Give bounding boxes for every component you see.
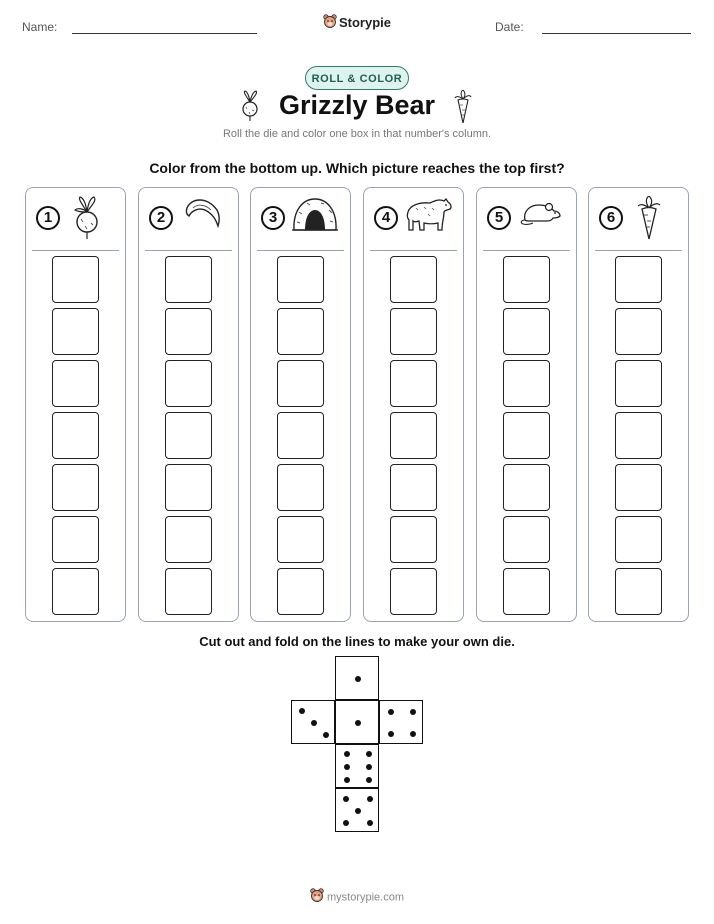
color-box[interactable] bbox=[615, 256, 662, 303]
instruction-text: Color from the bottom up. Which picture reaches the top first? bbox=[149, 160, 565, 176]
die-pip bbox=[355, 676, 361, 682]
die-pip bbox=[344, 777, 350, 783]
mouse-icon bbox=[519, 196, 563, 231]
color-box[interactable] bbox=[277, 568, 324, 615]
column-header bbox=[139, 188, 238, 248]
die-face-6 bbox=[335, 744, 379, 788]
color-box[interactable] bbox=[277, 412, 324, 459]
subtitle: Roll the die and color one box in that number's column. bbox=[222, 128, 492, 140]
die-face-1 bbox=[335, 656, 379, 700]
color-box[interactable] bbox=[277, 256, 324, 303]
column-number: 5 bbox=[487, 206, 511, 230]
color-box[interactable] bbox=[52, 568, 99, 615]
die-face-1 bbox=[335, 700, 379, 744]
die-pip bbox=[366, 777, 372, 783]
column-number: 1 bbox=[36, 206, 60, 230]
column-header bbox=[251, 188, 350, 248]
die-pip bbox=[388, 731, 394, 737]
die-face-3 bbox=[291, 700, 335, 744]
color-box[interactable] bbox=[277, 516, 324, 563]
color-box[interactable] bbox=[390, 256, 437, 303]
claw-icon bbox=[183, 196, 223, 233]
bear-mascot-icon bbox=[323, 14, 337, 33]
name-label: Name: bbox=[22, 20, 58, 34]
color-box[interactable] bbox=[390, 568, 437, 615]
color-box[interactable] bbox=[165, 568, 212, 615]
column-header bbox=[26, 188, 125, 248]
column-number: 2 bbox=[149, 206, 173, 230]
column-header bbox=[364, 188, 463, 248]
color-box[interactable] bbox=[503, 308, 550, 355]
color-box[interactable] bbox=[390, 360, 437, 407]
die-pip bbox=[343, 796, 349, 802]
die-pip bbox=[367, 820, 373, 826]
color-box[interactable] bbox=[52, 412, 99, 459]
column-divider bbox=[595, 250, 682, 251]
color-box[interactable] bbox=[390, 412, 437, 459]
column-header bbox=[477, 188, 576, 248]
column-divider bbox=[257, 250, 344, 251]
color-box[interactable] bbox=[503, 464, 550, 511]
die-pip bbox=[299, 708, 305, 714]
footer bbox=[0, 888, 714, 907]
column-number: 3 bbox=[261, 206, 285, 230]
color-box[interactable] bbox=[615, 360, 662, 407]
column-3 bbox=[250, 187, 351, 622]
color-box[interactable] bbox=[615, 516, 662, 563]
color-box[interactable] bbox=[165, 412, 212, 459]
die-pip bbox=[388, 709, 394, 715]
date-label: Date: bbox=[495, 20, 524, 34]
brand-name: Storypie bbox=[338, 14, 391, 30]
color-box[interactable] bbox=[52, 308, 99, 355]
brand-logo bbox=[0, 14, 714, 33]
die-pip bbox=[355, 720, 361, 726]
die-pip bbox=[410, 731, 416, 737]
footer-url: mystorypie.com bbox=[326, 891, 405, 904]
die-pip bbox=[311, 720, 317, 726]
color-box[interactable] bbox=[615, 412, 662, 459]
column-number: 4 bbox=[374, 206, 398, 230]
column-divider bbox=[32, 250, 119, 251]
color-box[interactable] bbox=[503, 568, 550, 615]
column-divider bbox=[483, 250, 570, 251]
die-pip bbox=[323, 732, 329, 738]
color-box[interactable] bbox=[503, 256, 550, 303]
color-box[interactable] bbox=[503, 360, 550, 407]
color-box[interactable] bbox=[503, 412, 550, 459]
color-box[interactable] bbox=[52, 464, 99, 511]
column-6 bbox=[588, 187, 689, 622]
column-divider bbox=[370, 250, 457, 251]
cut-instruction: Cut out and fold on the lines to make your own die. bbox=[199, 634, 515, 649]
column-2 bbox=[138, 187, 239, 622]
color-box[interactable] bbox=[390, 308, 437, 355]
color-box[interactable] bbox=[277, 360, 324, 407]
column-5 bbox=[476, 187, 577, 622]
bear-mascot-icon bbox=[310, 888, 324, 907]
die-face-5 bbox=[335, 788, 379, 832]
column-1 bbox=[25, 187, 126, 622]
color-box[interactable] bbox=[165, 256, 212, 303]
die-pip bbox=[410, 709, 416, 715]
date-line[interactable] bbox=[542, 33, 691, 34]
die-pip bbox=[367, 796, 373, 802]
bear-icon bbox=[404, 196, 454, 237]
carrot-icon bbox=[453, 90, 473, 129]
color-box[interactable] bbox=[503, 516, 550, 563]
color-box[interactable] bbox=[165, 464, 212, 511]
color-box[interactable] bbox=[390, 516, 437, 563]
die-pip bbox=[355, 808, 361, 814]
page-title: Grizzly Bear bbox=[278, 90, 436, 120]
column-divider bbox=[145, 250, 232, 251]
die-pip bbox=[344, 751, 350, 757]
radish-icon bbox=[71, 196, 103, 245]
color-box[interactable] bbox=[277, 308, 324, 355]
color-box[interactable] bbox=[52, 516, 99, 563]
die-pip bbox=[343, 820, 349, 826]
color-box[interactable] bbox=[165, 308, 212, 355]
name-line[interactable] bbox=[72, 33, 257, 34]
color-box[interactable] bbox=[390, 464, 437, 511]
die-face-4 bbox=[379, 700, 423, 744]
carrot-icon bbox=[634, 196, 664, 245]
color-box[interactable] bbox=[165, 516, 212, 563]
color-box[interactable] bbox=[615, 568, 662, 615]
column-header bbox=[589, 188, 688, 248]
die-pip bbox=[366, 751, 372, 757]
color-box[interactable] bbox=[165, 360, 212, 407]
die-pip bbox=[366, 764, 372, 770]
column-number: 6 bbox=[599, 206, 623, 230]
color-box[interactable] bbox=[52, 360, 99, 407]
color-box[interactable] bbox=[277, 464, 324, 511]
color-box[interactable] bbox=[615, 464, 662, 511]
activity-badge: ROLL & COLOR bbox=[305, 66, 409, 90]
color-box[interactable] bbox=[615, 308, 662, 355]
color-box[interactable] bbox=[52, 256, 99, 303]
die-pip bbox=[344, 764, 350, 770]
cave-icon bbox=[291, 196, 339, 237]
column-4 bbox=[363, 187, 464, 622]
